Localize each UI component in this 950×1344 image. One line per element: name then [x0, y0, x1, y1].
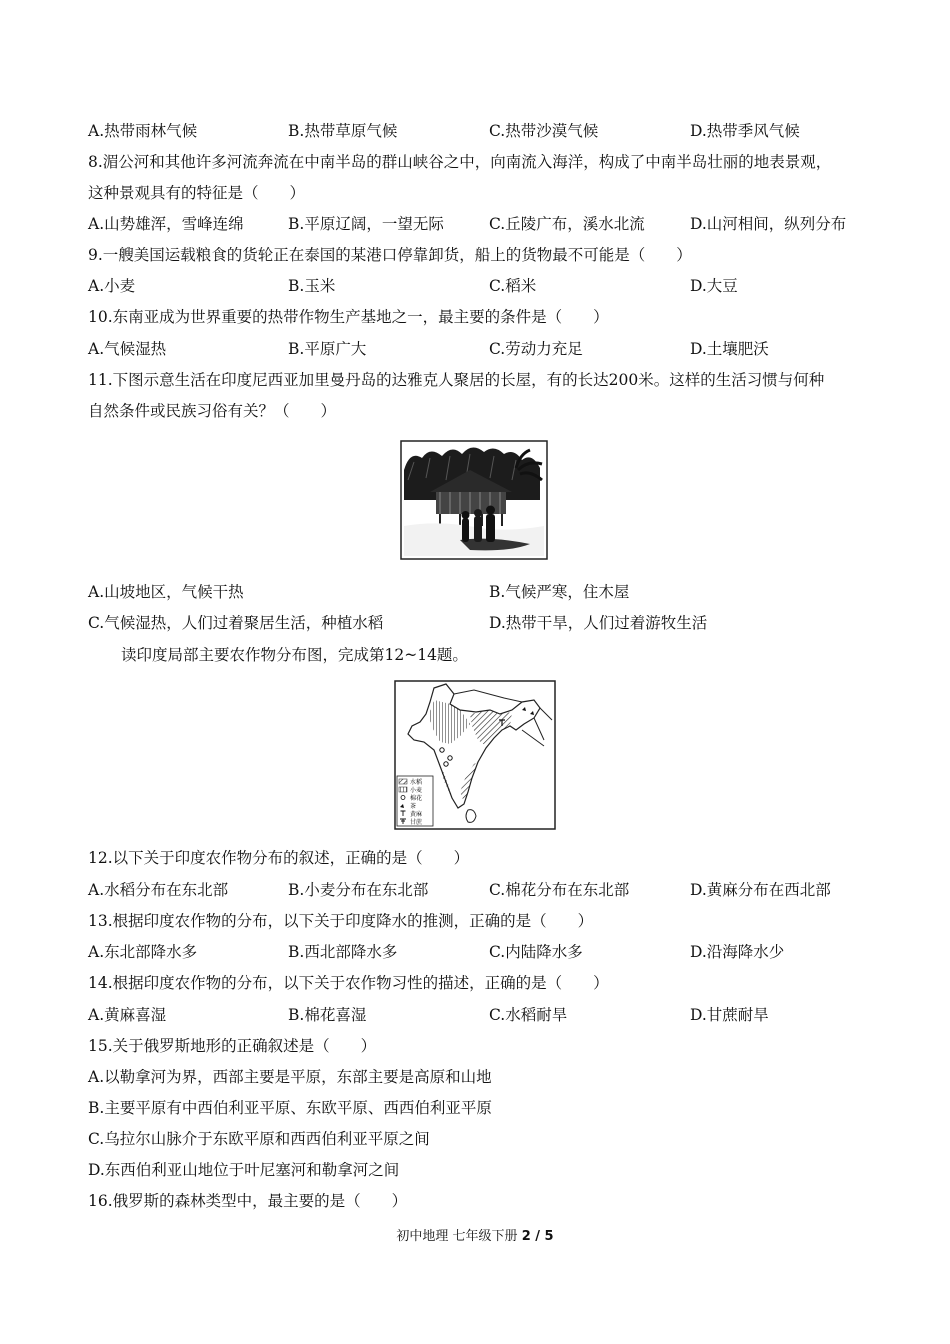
india-crop-map	[394, 680, 556, 830]
q11-stem-line2: 自然条件或民族习俗有关？（ ）	[88, 402, 337, 420]
q10-stem: 10.东南亚成为世界重要的热带作物生产基地之一，最主要的条件是（ ）	[88, 308, 609, 326]
intro-12-14: 读印度局部主要农作物分布图，完成第12~14题。	[121, 646, 468, 664]
page-number: 2 / 5	[521, 1229, 554, 1244]
q14-option-d: D.甘蔗耐旱	[690, 1006, 769, 1024]
q15-option-c: C.乌拉尔山脉介于东欧平原和西西伯利亚平原之间	[88, 1130, 430, 1148]
q8-stem-line1: 8.湄公河和其他许多河流奔流在中南半岛的群山峡谷之中，向南流入海洋，构成了中南半岛壮丽的地表景观，	[88, 153, 832, 171]
q12-option-a: A.水稻分布在东北部	[88, 881, 229, 899]
page-footer	[0, 1228, 950, 1246]
q9-option-a: A.小麦	[88, 277, 136, 295]
legend-label-tea: 茶	[410, 803, 417, 810]
legend-label-cotton: 棉花	[410, 795, 423, 802]
footer-course: 初中地理 七年级下册	[396, 1229, 522, 1244]
q7-option-b: B.热带草原气候	[288, 122, 398, 140]
legend-label-jute: 黄麻	[410, 811, 423, 818]
q11-option-c: C.气候湿热，人们过着聚居生活，种植水稻	[88, 614, 384, 632]
q8-option-b: B.平原辽阔，一望无际	[288, 215, 444, 233]
q13-option-a: A.东北部降水多	[88, 943, 198, 961]
q15-stem: 15.关于俄罗斯地形的正确叙述是（ ）	[88, 1037, 377, 1055]
q15-option-b: B.主要平原有中西伯利亚平原、东欧平原、西西伯利亚平原	[88, 1099, 492, 1117]
q10-option-a: A.气候湿热	[88, 340, 167, 358]
q15-option-a: A.以勒拿河为界，西部主要是平原，东部主要是高原和山地	[88, 1068, 492, 1086]
q11-option-d: D.热带干旱，人们过着游牧生活	[489, 614, 708, 632]
q10-option-b: B.平原广大	[288, 340, 367, 358]
q16-stem: 16.俄罗斯的森林类型中，最主要的是（ ）	[88, 1192, 408, 1210]
q10-option-c: C.劳动力充足	[489, 340, 583, 358]
q14-option-a: A.黄麻喜湿	[88, 1006, 167, 1024]
longhouse-illustration	[400, 440, 548, 560]
q9-option-c: C.稻米	[489, 277, 537, 295]
q9-option-d: D.大豆	[690, 277, 738, 295]
q12-option-c: C.棉花分布在东北部	[489, 881, 630, 899]
q11-option-a: A.山坡地区，气候干热	[88, 583, 244, 601]
q9-stem: 9.一艘美国运载粮食的货轮正在泰国的某港口停靠卸货，船上的货物最不可能是（ ）	[88, 246, 692, 264]
q14-stem: 14.根据印度农作物的分布，以下关于农作物习性的描述，正确的是（ ）	[88, 974, 609, 992]
q12-option-d: D.黄麻分布在西北部	[690, 881, 831, 899]
q7-option-c: C.热带沙漠气候	[489, 122, 599, 140]
q15-option-d: D.东西伯利亚山地位于叶尼塞河和勒拿河之间	[88, 1161, 400, 1179]
q13-option-d: D.沿海降水少	[690, 943, 785, 961]
q11-stem-line1: 11.下图示意生活在印度尼西亚加里曼丹岛的达雅克人聚居的长屋，有的长达200米。这样的生活习惯与何种	[88, 371, 825, 389]
q13-option-c: C.内陆降水多	[489, 943, 583, 961]
legend-label-wheat: 小麦	[410, 787, 423, 794]
q7-option-d: D.热带季风气候	[690, 122, 800, 140]
q14-option-c: C.水稻耐旱	[489, 1006, 568, 1024]
q7-option-a: A.热带雨林气候	[88, 122, 198, 140]
legend-label-sugarcane: 甘蔗	[410, 819, 423, 826]
q11-option-b: B.气候严寒，住木屋	[489, 583, 630, 601]
q13-stem: 13.根据印度农作物的分布，以下关于印度降水的推测，正确的是（ ）	[88, 912, 594, 930]
q9-option-b: B.玉米	[288, 277, 336, 295]
q14-option-b: B.棉花喜湿	[288, 1006, 367, 1024]
q13-option-b: B.西北部降水多	[288, 943, 398, 961]
q12-stem: 12.以下关于印度农作物分布的叙述，正确的是（ ）	[88, 849, 470, 867]
q8-option-d: D.山河相间，纵列分布	[690, 215, 847, 233]
q8-option-a: A.山势雄浑，雪峰连绵	[88, 215, 244, 233]
q8-stem-line2: 这种景观具有的特征是（ ）	[88, 184, 306, 202]
q10-option-d: D.土壤肥沃	[690, 340, 769, 358]
legend-label-rice: 水稻	[410, 779, 423, 786]
q12-option-b: B.小麦分布在东北部	[288, 881, 429, 899]
q8-option-c: C.丘陵广布，溪水北流	[489, 215, 645, 233]
